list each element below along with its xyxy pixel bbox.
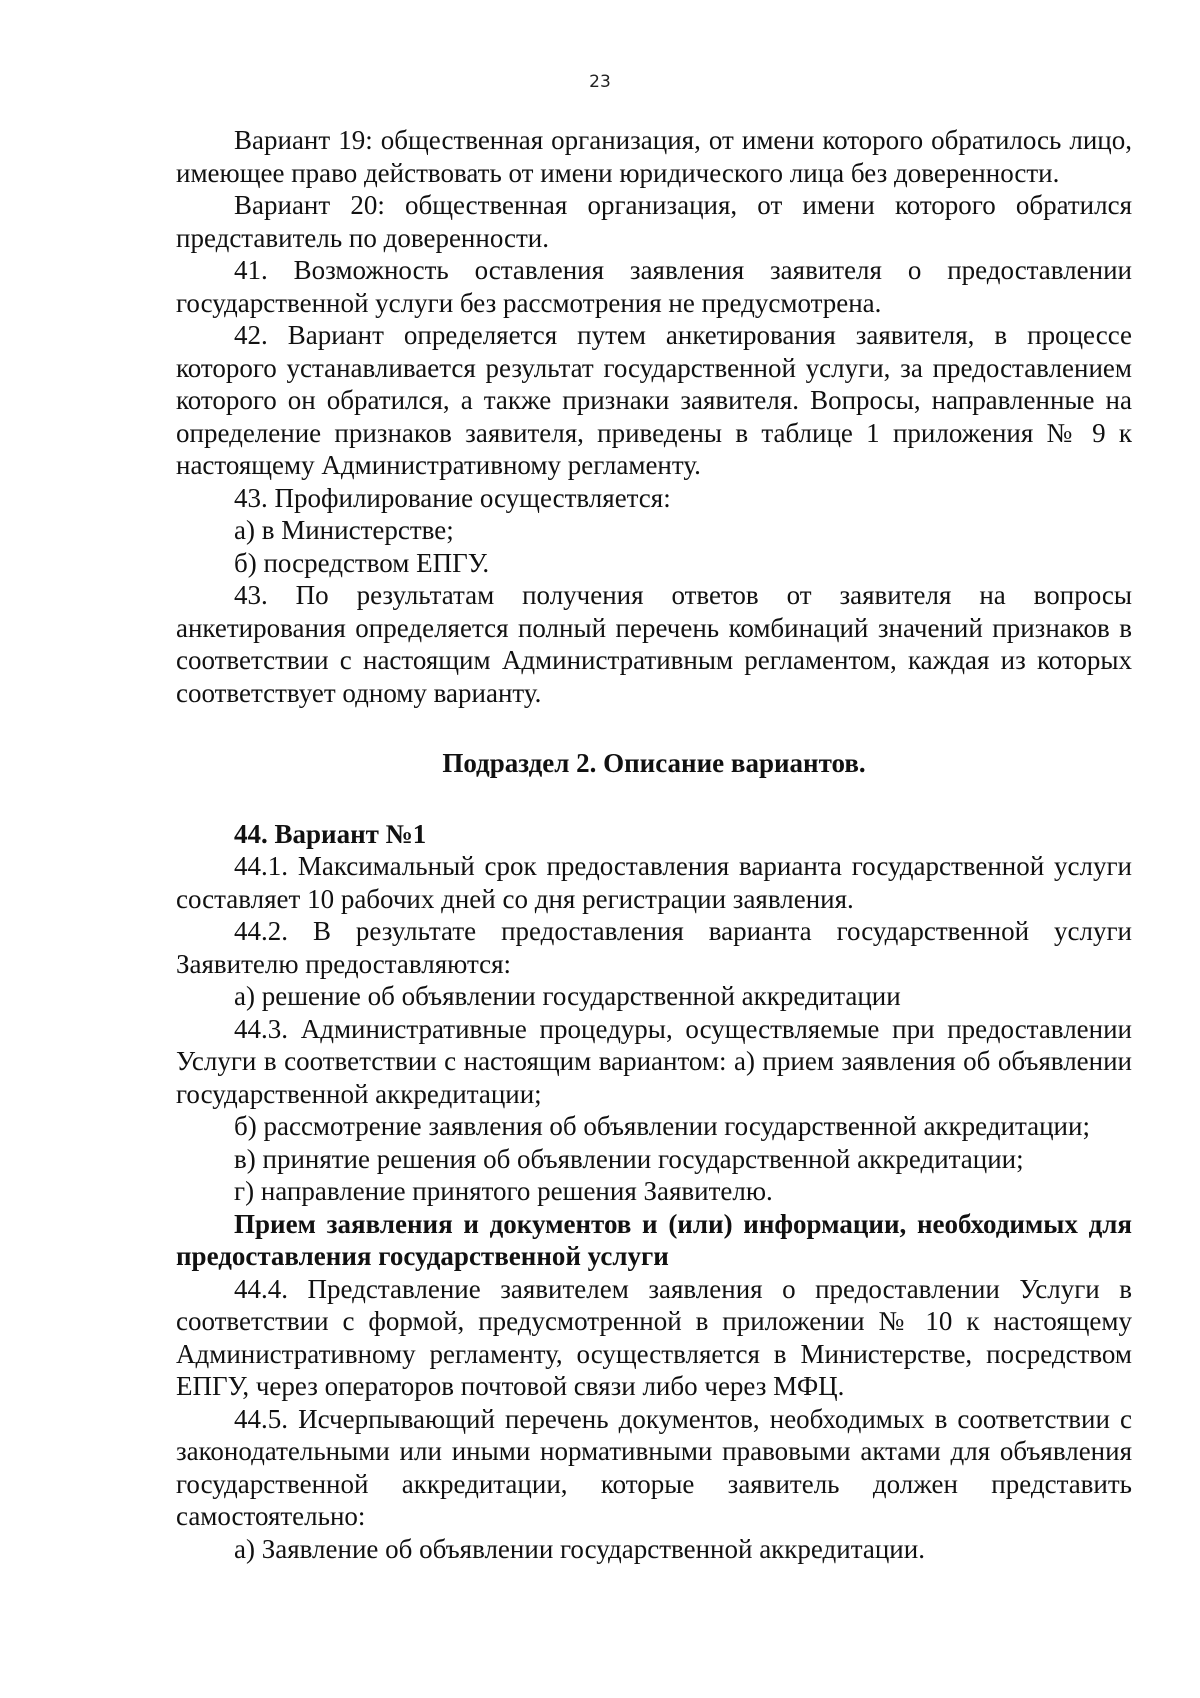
subsection-heading: Подраздел 2. Описание вариантов. <box>442 748 866 778</box>
variant-heading: 44. Вариант №1 <box>234 818 427 849</box>
list-item-v-decision: в) принятие решения об объявлении государственной аккредитации; <box>234 1143 1024 1174</box>
page-number: 23 <box>589 72 611 92</box>
section-bold-heading: Прием заявления и документов и (или) информации, необходимых для предоставления государственной услуги <box>176 1208 1132 1271</box>
document-body <box>176 124 1132 1565</box>
list-item-b-epgu: б) посредством ЕПГУ. <box>234 547 490 578</box>
list-item-a-ministry: а) в Министерстве; <box>234 515 454 545</box>
list-item-g-send: г) направление принятого решения Заявителю. <box>234 1176 773 1206</box>
paragraph-44-3: 44.3. Административные процедуры, осуществляемые при предоставлении Услуги в соответствии с настоящим вариантом: а) прием заявления об объявлении государственной аккредитации; <box>176 1013 1132 1109</box>
paragraph-43-results: 43. По результатам получения ответов от заявителя на вопросы анкетирования определяется полный перечень комбинаций значений признаков в соответствии с настоящим Административным регламентом, каждая из которых соответствует одному варианту. <box>176 580 1132 708</box>
list-item-a-decision: а) решение об объявлении государственной аккредитации <box>234 981 901 1011</box>
paragraph-41: 41. Возможность оставления заявления заявителя о предоставлении государственной услуги без рассмотрения не предусмотрена. <box>176 255 1132 318</box>
paragraph-44-4: 44.4. Представление заявителем заявления о предоставлении Услуги в соответствии с формой, предусмотренной в приложении № 10 к настоящему Административному регламенту, осуществляется в Министерстве, посредством ЕПГУ, через операторов почтовой связи либо через МФЦ. <box>176 1273 1132 1401</box>
paragraph-variant-20: Вариант 20: общественная организация, от имени которого обратился представитель по доверенности. <box>176 190 1132 253</box>
paragraph-44-2: 44.2. В результате предоставления варианта государственной услуги Заявителю предоставляются: <box>176 916 1132 979</box>
paragraph-variant-19: Вариант 19: общественная организация, от имени которого обратилось лицо, имеющее право действовать от имени юридического лица без доверенности. <box>176 125 1132 188</box>
list-item-b-review: б) рассмотрение заявления об объявлении государственной аккредитации; <box>234 1111 1090 1141</box>
paragraph-44-5: 44.5. Исчерпывающий перечень документов, необходимых в соответствии с законодательными или иными нормативными правовыми актами для объявления государственной аккредитации, которые заявитель должен представить самостоятельно: <box>176 1403 1132 1531</box>
list-item-a-application: а) Заявление об объявлении государственной аккредитации. <box>234 1533 925 1564</box>
paragraph-44-1: 44.1. Максимальный срок предоставления варианта государственной услуги составляет 10 рабочих дней со дня регистрации заявления. <box>176 851 1132 914</box>
paragraph-43-profiling: 43. Профилирование осуществляется: <box>234 482 671 513</box>
paragraph-42: 42. Вариант определяется путем анкетирования заявителя, в процессе которого устанавливается результат государственной услуги, за предоставлением которого он обратился, а также признаки заявителя. Вопросы, направленные на определение признаков заявителя, приведены в таблице 1 приложения № 9 к настоящему Административному регламенту. <box>176 320 1132 480</box>
